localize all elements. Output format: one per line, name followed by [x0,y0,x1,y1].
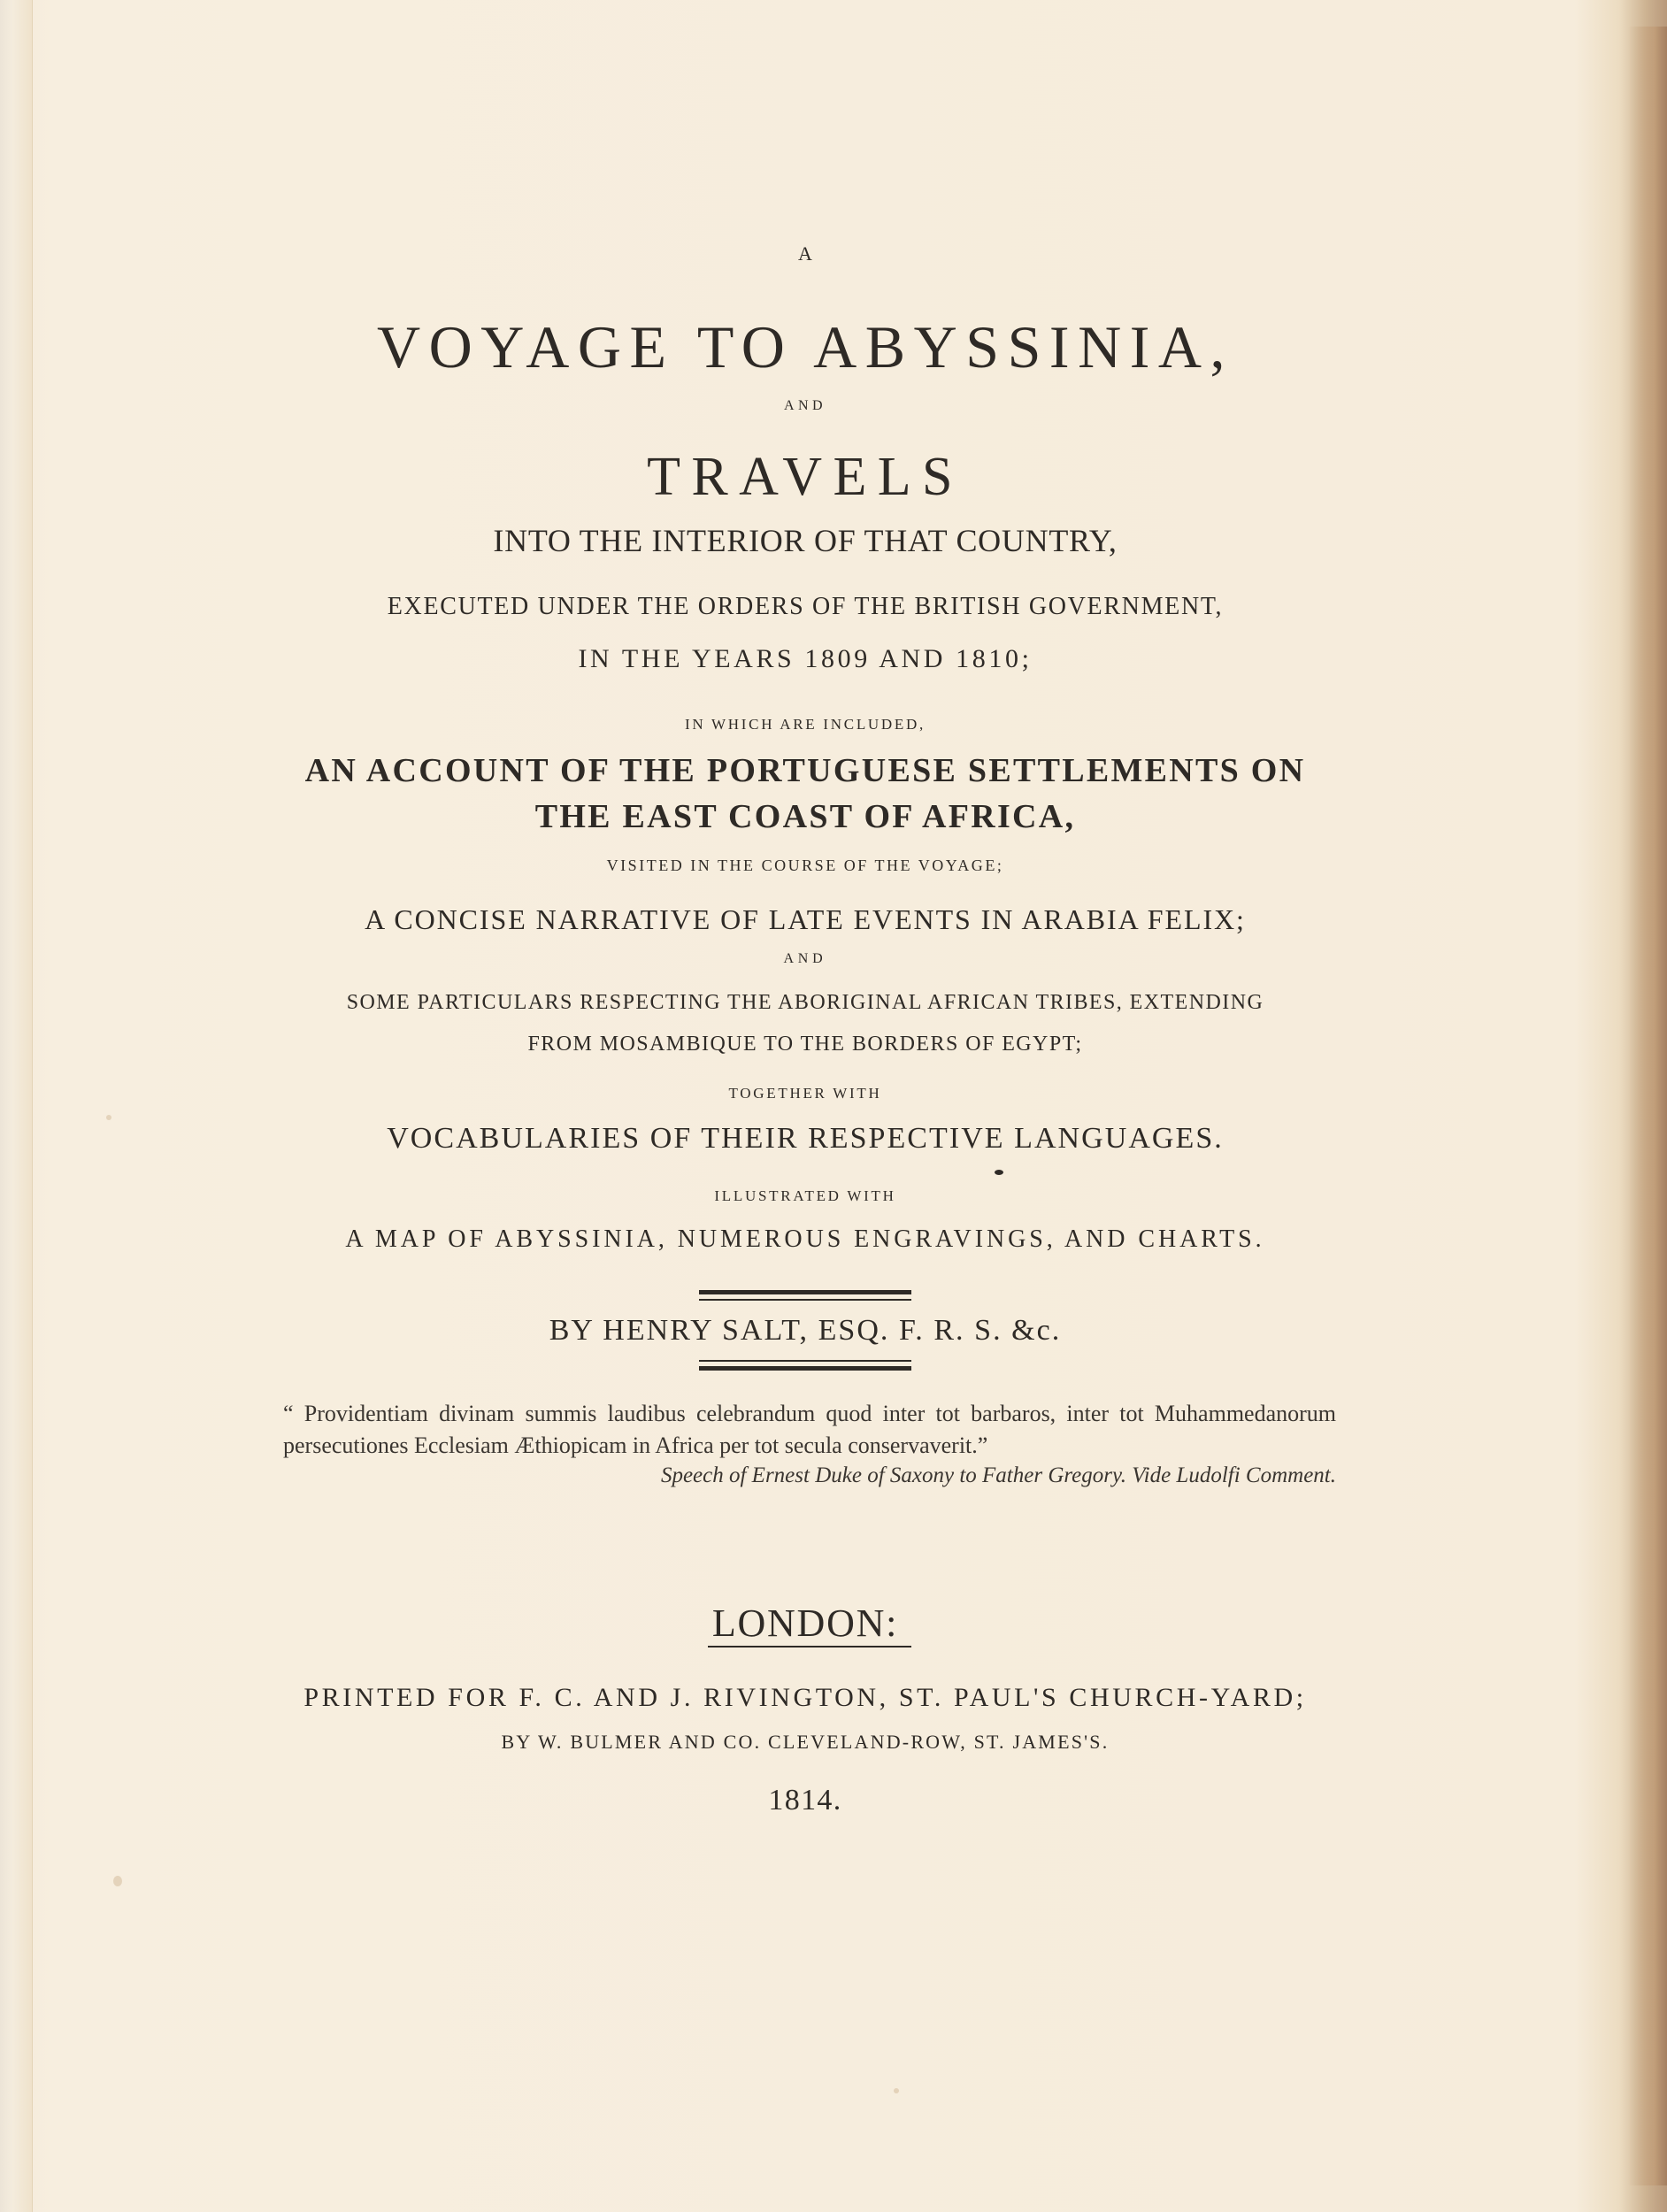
particulars-line-2: FROM MOSAMBIQUE TO THE BORDERS OF EGYPT; [527,1033,1083,1056]
printed-by-line: BY W. BULMER AND CO. CLEVELAND-ROW, ST. JAMES'S. [501,1731,1110,1753]
imprint-city: LONDON: [711,1601,899,1645]
printed-for-line: PRINTED FOR F. C. AND J. RIVINGTON, ST. PAUL'S CHURCH-YARD; [303,1683,1307,1712]
travels-heading: TRAVELS [647,447,964,507]
city-underline [708,1646,911,1647]
and-connector-2: AND [783,951,827,966]
account-line-1: AN ACCOUNT OF THE PORTUGUESE SETTLEMENTS ON [304,752,1306,789]
page-fore-edge [1628,27,1667,2185]
executed-line: EXECUTED UNDER THE ORDERS OF THE BRITISH GOVERNMENT, [387,593,1224,620]
years-line: IN THE YEARS 1809 AND 1810; [578,644,1033,673]
title-article: A [798,242,812,265]
and-connector: AND [783,398,827,413]
epigraph-quote: “ Providentiam divinam summis laudibus celebrandum quod inter tot barbaros, inter tot Muhammedanorum persecutiones Ecclesiam Æthiopicam in Africa per tot secula conservaverit.” [283,1401,1336,1458]
rule-above-author-thin [699,1299,911,1301]
foxing-spot [894,2088,899,2093]
visited-line: VISITED IN THE COURSE OF THE VOYAGE; [606,856,1004,874]
map-line: A MAP OF ABYSSINIA, NUMEROUS ENGRAVINGS, AND CHARTS. [345,1225,1265,1253]
rule-below-author-thin [699,1360,911,1362]
author-line: BY HENRY SALT, ESQ. F. R. S. &c. [549,1314,1062,1347]
account-line-2: THE EAST COAST OF AFRICA, [534,798,1076,835]
narrative-line: A CONCISE NARRATIVE OF LATE EVENTS IN ARABIA FELIX; [365,903,1246,935]
main-title: VOYAGE TO ABYSSINIA, [376,313,1234,380]
together-line: TOGETHER WITH [728,1085,882,1102]
imprint-year: 1814. [768,1784,842,1816]
page-gutter [0,0,33,2212]
vocabularies-line: VOCABULARIES OF THEIR RESPECTIVE LANGUAGES. [387,1122,1224,1155]
interior-line: INTO THE INTERIOR OF THAT COUNTRY, [493,523,1118,558]
illustrated-line: ILLUSTRATED WITH [714,1187,896,1204]
ink-mark [995,1170,1003,1175]
foxing-spot [106,1115,111,1120]
particulars-line-1: SOME PARTICULARS RESPECTING THE ABORIGINAL AFRICAN TRIBES, EXTENDING [346,991,1264,1014]
epigraph-source: Speech of Ernest Duke of Saxony to Father Gregory. Vide Ludolfi Comment. [660,1463,1336,1487]
foxing-spot [113,1876,122,1886]
rule-above-author [699,1290,911,1294]
included-line: IN WHICH ARE INCLUDED, [684,716,926,733]
rule-below-author [699,1366,911,1371]
